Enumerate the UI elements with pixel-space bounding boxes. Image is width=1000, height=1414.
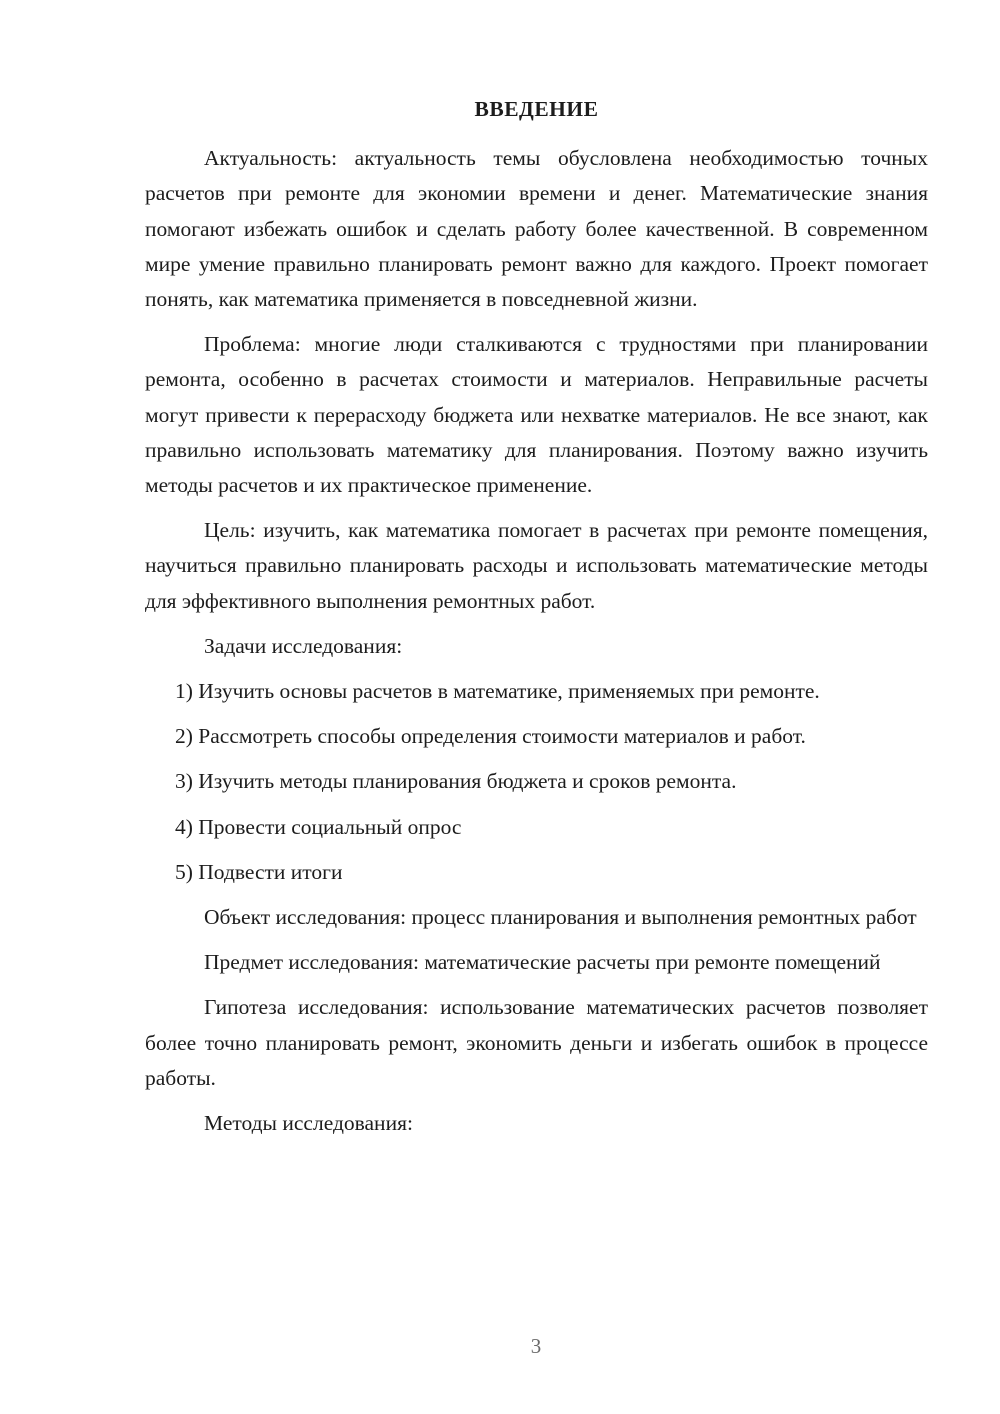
task-item: 4) Провести социальный опрос xyxy=(175,814,462,839)
task-item: 2) Рассмотреть способы определения стоимости материалов и работ. xyxy=(175,724,806,749)
task-item: 1) Изучить основы расчетов в математике, применяемых при ремонте. xyxy=(175,679,820,704)
methods-heading: Методы исследования: xyxy=(204,1111,413,1136)
hypothesis-paragraph: Гипотеза исследования: использование математических расчетов позволяет более точно планировать ремонт, экономить деньги и избегать ошибок в процессе работы. xyxy=(145,995,928,1090)
task-item: 3) Изучить методы планирования бюджета и сроков ремонта. xyxy=(175,769,737,794)
tasks-heading: Задачи исследования: xyxy=(204,633,403,658)
tasks-list xyxy=(145,674,928,890)
subject-paragraph: Предмет исследования: математические расчеты при ремонте помещений xyxy=(204,950,881,975)
object-paragraph: Объект исследования: процесс планирования и выполнения ремонтных работ xyxy=(204,905,917,930)
goal-paragraph: Цель: изучить, как математика помогает в расчетах при ремонте помещения, научиться правильно планировать расходы и использовать математические методы для эффективного выполнения ремонтных работ. xyxy=(145,518,928,613)
problem-paragraph: Проблема: многие люди сталкиваются с трудностями при планировании ремонта, особенно в расчетах стоимости и материалов. Неправильные расчеты могут привести к перерасходу бюджета или нехватке материалов. Не все знают, как правильно использовать математику для планирования. Поэтому важно изучить методы расчетов и их практическое применение. xyxy=(145,332,928,498)
page-number: 3 xyxy=(530,1334,542,1358)
relevance-paragraph: Актуальность: актуальность темы обусловлена необходимостью точных расчетов при ремонте для экономии времени и денег. Математические знания помогают избежать ошибок и сделать работу более качественной. В современном мире умение правильно планировать ремонт важно для каждого. Проект помогает понять, как математика применяется в повседневной жизни. xyxy=(145,146,928,312)
page-title: ВВЕДЕНИЕ xyxy=(474,97,599,121)
task-item: 5) Подвести итоги xyxy=(175,859,343,884)
page-content xyxy=(145,92,928,1151)
